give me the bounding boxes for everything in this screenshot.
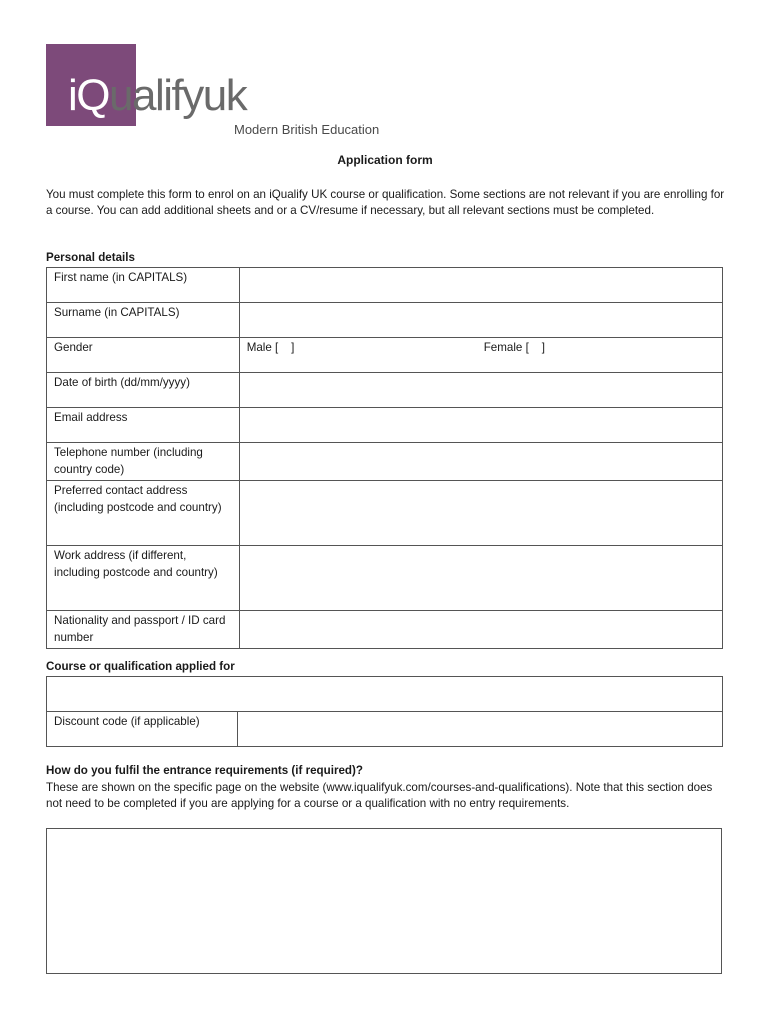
gender-field [239,338,722,373]
contact-address-field[interactable] [239,481,722,546]
logo [46,44,406,140]
personal-details-table [46,267,723,649]
logo-part-uk: uk [202,71,247,120]
course-field[interactable] [47,677,723,712]
contact-address-label: Preferred contact address (including postcode and country) [47,481,240,546]
table-row [47,268,723,303]
entrance-requirements-field[interactable] [46,828,722,974]
nationality-field[interactable] [239,611,722,649]
email-label: Email address [47,408,240,443]
gender-label: Gender [47,338,240,373]
table-row [47,546,723,611]
logo-wordmark [68,72,246,120]
discount-code-field[interactable] [238,712,723,747]
logo-part-ualify: ualify [109,71,203,120]
first-name-label: First name (in CAPITALS) [47,268,240,303]
entrance-heading: How do you fulfil the entrance requirements (if required)? [46,764,363,777]
table-row [47,443,723,481]
email-field[interactable] [239,408,722,443]
logo-part-i: iQ [68,71,109,120]
telephone-label: Telephone number (including country code) [47,443,240,481]
table-row [47,338,723,373]
first-name-field[interactable] [239,268,722,303]
table-row [47,303,723,338]
course-heading: Course or qualification applied for [46,660,235,673]
dob-field[interactable] [239,373,722,408]
table-row [47,611,723,649]
logo-tagline: Modern British Education [234,122,380,137]
discount-code-label: Discount code (if applicable) [47,712,238,747]
gender-female-checkbox[interactable]: Female [ ] [483,341,545,354]
course-table [46,676,723,747]
page-title: Application form [337,153,433,167]
surname-label: Surname (in CAPITALS) [47,303,240,338]
work-address-label: Work address (if different, including postcode and country) [47,546,240,611]
nationality-label: Nationality and passport / ID card number [47,611,240,649]
table-row [47,712,723,747]
table-row [47,481,723,546]
personal-details-heading: Personal details [46,251,135,264]
gender-male-checkbox[interactable]: Male [ ] [246,341,295,354]
surname-field[interactable] [239,303,722,338]
entrance-text: These are shown on the specific page on the website (www.iqualifyuk.com/courses-and-qualifications). Note that this section does not need to be completed if you are applying for a course or a qualification with no entry requirements. [46,781,713,811]
table-row [47,408,723,443]
dob-label: Date of birth (dd/mm/yyyy) [47,373,240,408]
work-address-field[interactable] [239,546,722,611]
telephone-field[interactable] [239,443,722,481]
table-row [47,677,723,712]
intro-text: You must complete this form to enrol on an iQualify UK course or qualification. Some sections are not relevant if you are enrolling for a course. You can add additional sheets and or a CV/resume if necessary, but all relevant sections must be completed. [46,188,725,218]
table-row [47,373,723,408]
